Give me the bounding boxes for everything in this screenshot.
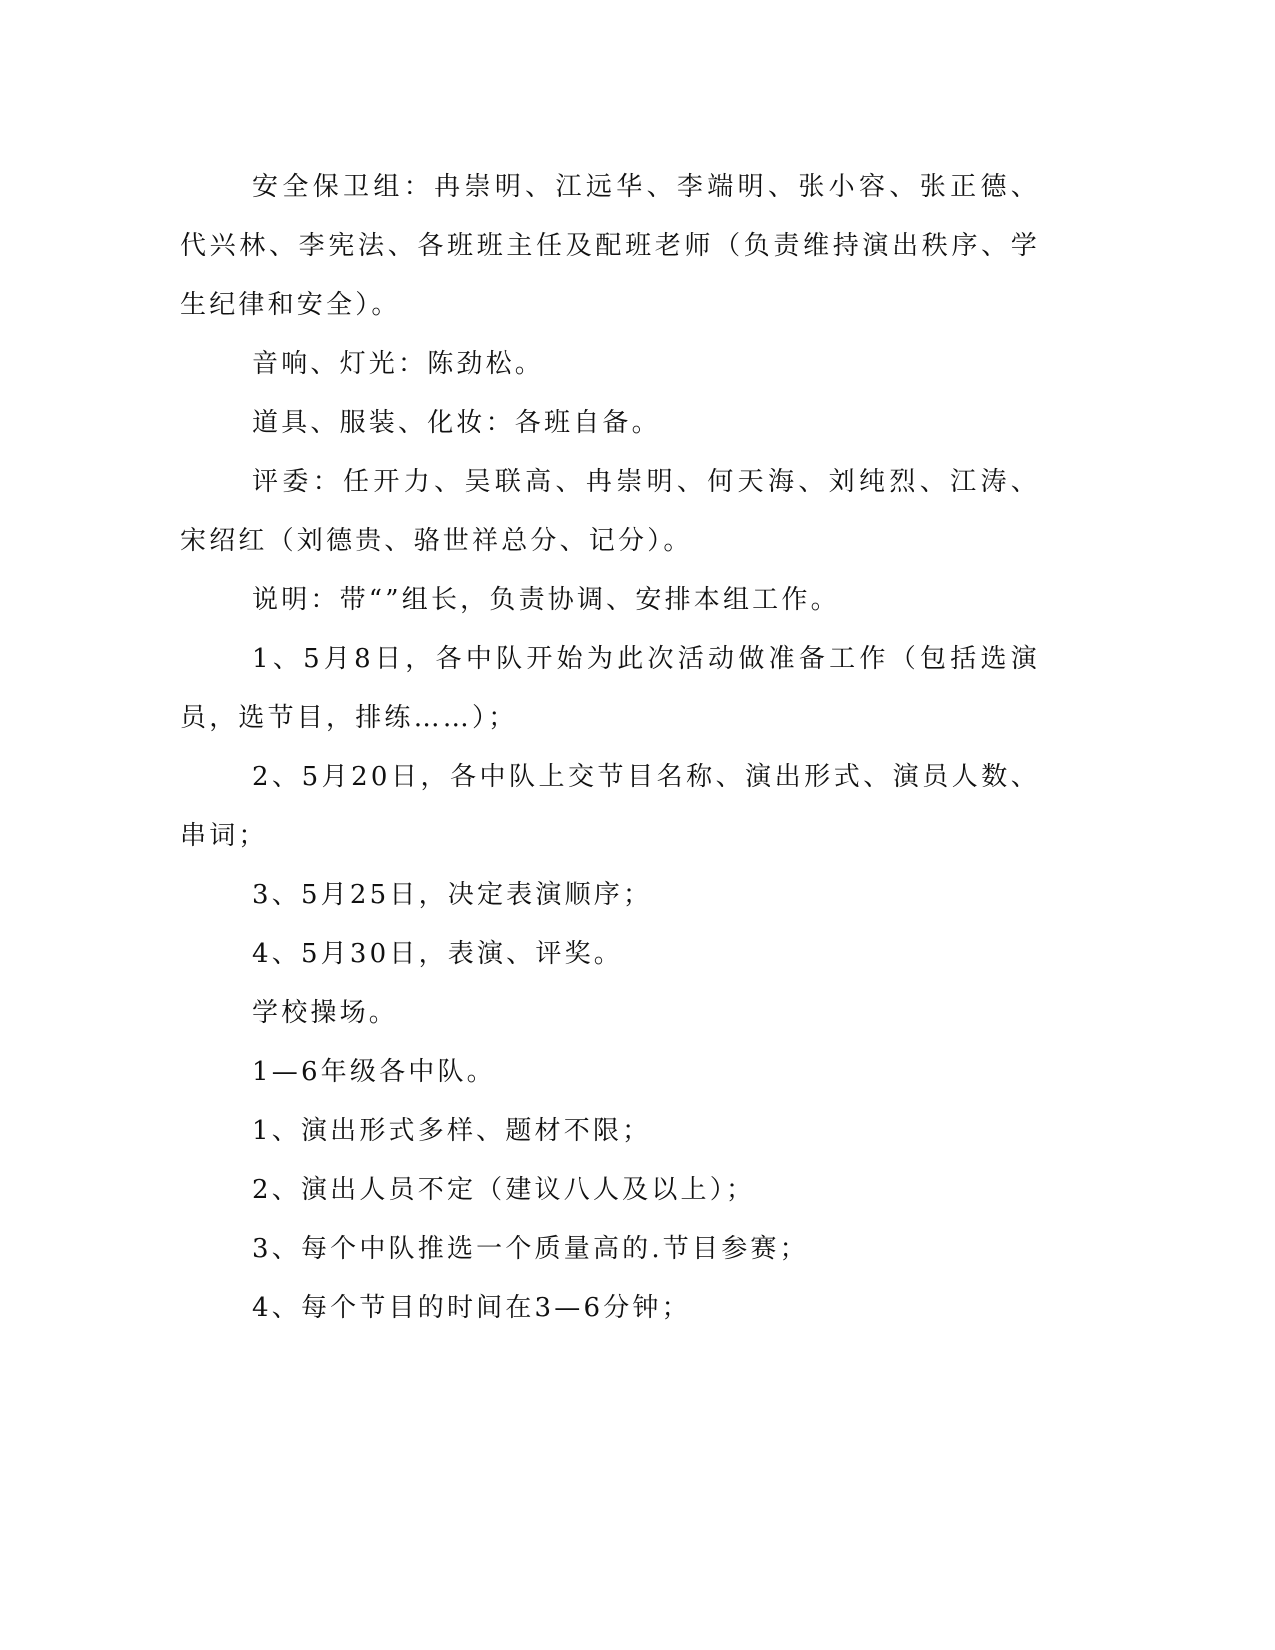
document-body <box>180 158 1040 1338</box>
paragraph-venue: 学校操场。 <box>252 998 399 1028</box>
paragraph-rule-3: 3、每个中队推选一个质量高的.节目参赛； <box>252 1234 809 1264</box>
paragraph-rule-2: 2、演出人员不定（建议八人及以上）； <box>252 1175 756 1205</box>
paragraph-schedule-3: 3、5月25日，决定表演顺序； <box>252 880 653 910</box>
paragraph-props-costume: 道具、服装、化妆：各班自备。 <box>252 408 661 438</box>
paragraph-schedule-4: 4、5月30日，表演、评奖。 <box>252 939 623 969</box>
paragraph-schedule-2: 2、5月20日，各中队上交节目名称、演出形式、演员人数、串词； <box>180 762 1040 851</box>
paragraph-rule-1: 1、演出形式多样、题材不限； <box>252 1116 652 1146</box>
paragraph-judges: 评委：任开力、吴联高、冉崇明、何天海、刘纯烈、江涛、宋绍红（刘德贵、骆世祥总分、记分）。 <box>180 467 1040 556</box>
paragraph-sound-lighting: 音响、灯光：陈劲松。 <box>252 349 545 379</box>
paragraph-participants: 1—6年级各中队。 <box>252 1057 496 1087</box>
paragraph-rule-4: 4、每个节目的时间在3—6分钟； <box>252 1293 691 1323</box>
paragraph-security-team: 安全保卫组：冉崇明、江远华、李端明、张小容、张正德、代兴林、李宪法、各班班主任及配班老师（负责维持演出秩序、学生纪律和安全）。 <box>180 172 1040 320</box>
paragraph-schedule-1: 1、5月8日，各中队开始为此次活动做准备工作（包括选演员，选节目，排练……）； <box>180 644 1040 733</box>
paragraph-note: 说明：带“”组长，负责协调、安排本组工作。 <box>252 585 840 615</box>
